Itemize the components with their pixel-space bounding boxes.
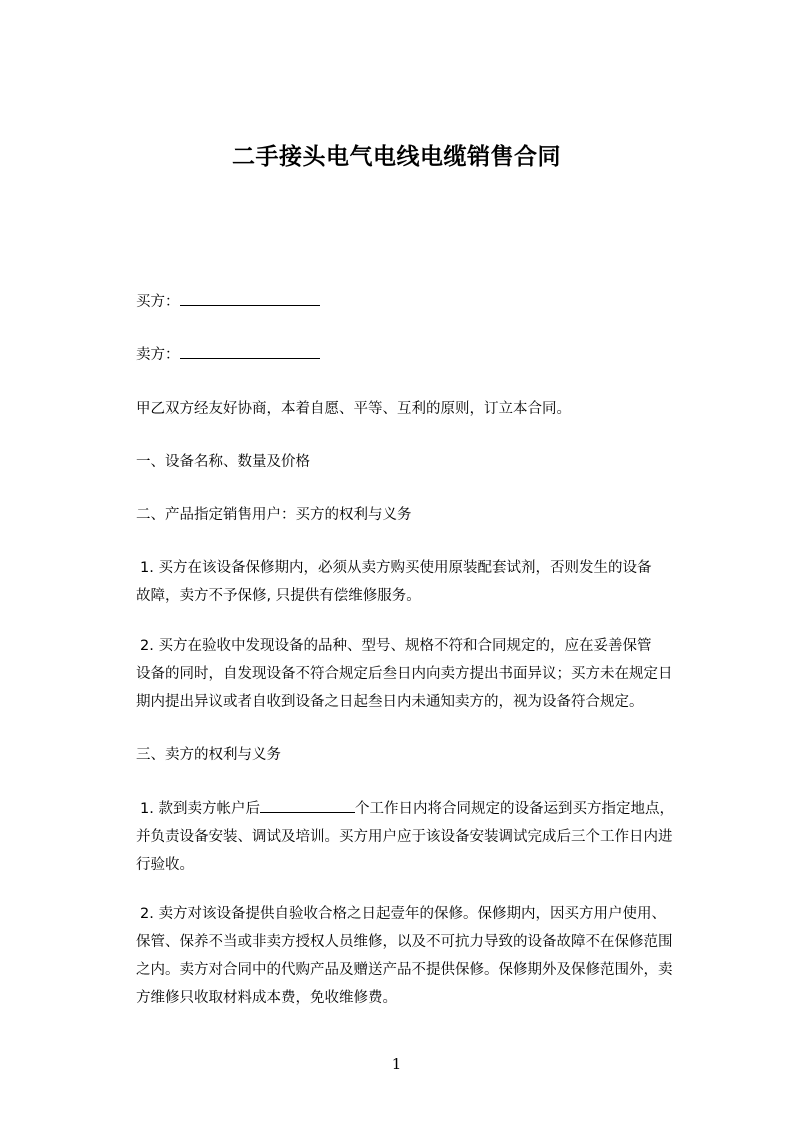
document-title: 二手接头电气电线电缆销售合同 [232,144,561,170]
buyer-line [136,291,320,312]
workday-blank [260,798,355,813]
section2-item1-line: 1. 买方在该设备保修期内，必须从卖方购买使用原装配套试剂，否则发生的设备 [140,560,652,576]
section3-item2 [136,900,704,1012]
section3-item2-line: 方维修只收取材料成本费，免收维修费。 [136,990,397,1006]
seller-line [136,344,320,365]
section3-heading: 三、卖方的权利与义务 [136,747,281,763]
buyer-blank [180,291,320,306]
section3-item2-line: 之内。卖方对合同中的代购产品及赠送产品不提供保修。保修期外及保修范围外，卖 [136,962,673,978]
intro-paragraph: 甲乙双方经友好协商，本着自愿、平等、互利的原则，订立本合同。 [136,401,571,417]
section3-item1-line: 并负责设备安装、调试及培训。买方用户应于该设备安装调试完成后三个工作日内进 [136,829,673,845]
section2-item2-line: 设备的同时，自发现设备不符合规定后叁日内向卖方提出书面异议；买方未在规定日 [136,666,673,682]
section2-item1-line: 故障，卖方不予保修, 只提供有偿维修服务。 [136,588,421,604]
section3-item2-line: 2. 卖方对该设备提供自验收合格之日起壹年的保修。保修期内，因买方用户使用、 [140,906,666,922]
section2-item2-line: 2. 买方在验收中发现设备的品种、型号、规格不符和合同规定的，应在妥善保管 [140,638,652,654]
seller-blank [180,344,320,359]
section1-heading: 一、设备名称、数量及价格 [136,454,310,470]
section3-item1-line: 行验收。 [136,857,194,873]
section2-item1 [136,554,704,610]
section3-item1-first-line [136,795,704,823]
seller-label: 卖方： [136,347,180,363]
section2-item2-line: 期内提出异议或者自收到设备之日起叁日内未通知卖方的，视为设备符合规定。 [136,694,644,710]
section3-item1-prefix: 1. 款到卖方帐户后 [140,801,260,817]
section2-heading: 二、产品指定销售用户：买方的权利与义务 [136,507,412,523]
buyer-label: 买方： [136,294,180,310]
section3-item1 [136,795,704,879]
section3-item1-suffix: 个工作日内将合同规定的设备运到买方指定地点， [354,801,674,817]
section3-item2-line: 保管、保养不当或非卖方授权人员维修，以及不可抗力导致的设备故障不在保修范围 [136,934,673,950]
section2-item2 [136,632,704,716]
page-number: 1 [391,1055,402,1073]
